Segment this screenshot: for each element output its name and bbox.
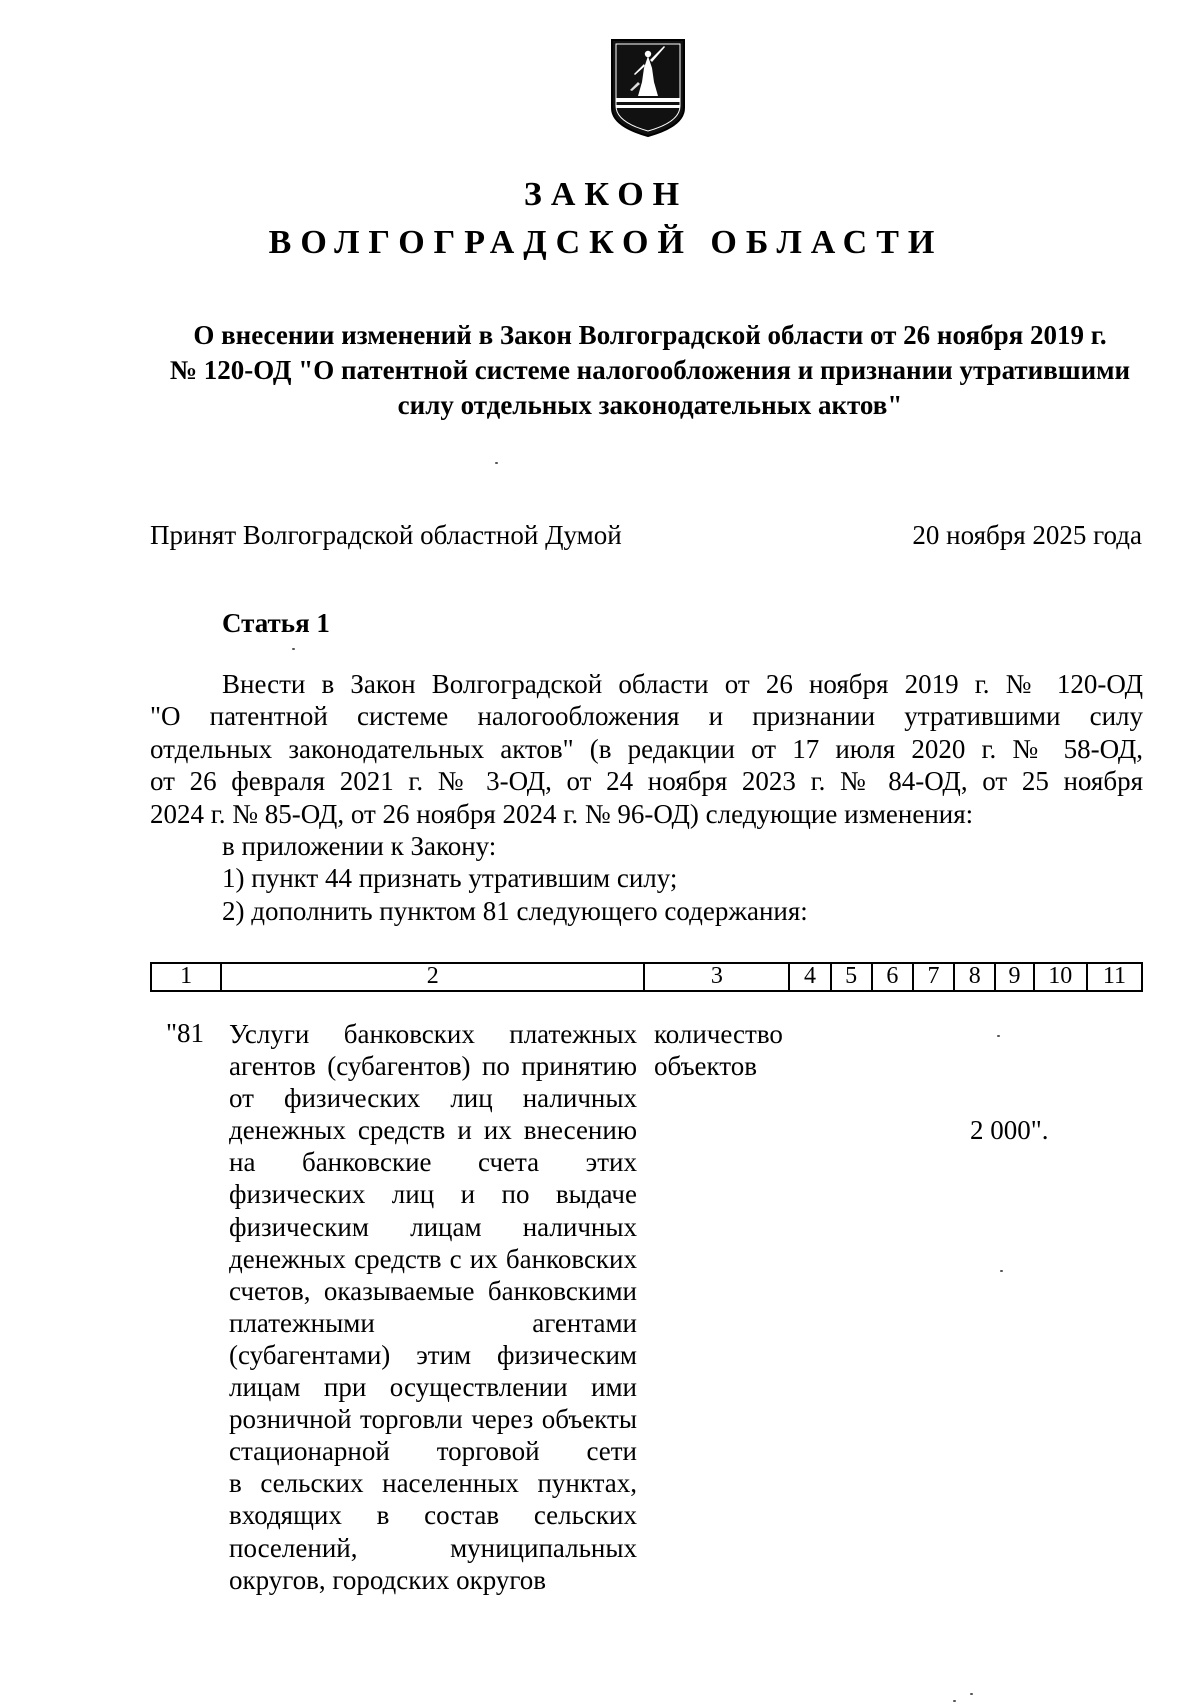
subject-line: № 120-ОД "О патентной системе налогообложения и признании утратившими (169, 355, 1131, 385)
adopted-by: Принят Волгоградской областной Думой (150, 520, 622, 550)
body-line: от 26 февраля 2021 г. № 3-ОД, от 24 ноября 2023 г. № 84-ОД, от 25 ноября (150, 766, 1143, 797)
body-item: 1) пункт 44 признать утратившим силу; (222, 863, 678, 894)
column-header: 6 (872, 963, 913, 992)
coat-of-arms-emblem (608, 38, 688, 138)
scan-speck (292, 648, 295, 650)
description-line: округов, городских округов (229, 1564, 546, 1595)
description-line: платежными агентами (229, 1307, 637, 1338)
description-line: от физических лиц наличных (229, 1083, 637, 1114)
law-subject (150, 318, 1150, 423)
unit-line: количество (654, 1019, 783, 1049)
description-line: счетов, оказываемые банковскими (229, 1275, 637, 1306)
body-line: Внести в Закон Волгоградской области от 26 ноября 2019 г. № 120-ОД (222, 669, 1143, 699)
column-header: 8 (954, 963, 995, 992)
description-line: физическим лицам наличных (229, 1211, 637, 1242)
row-description (229, 1018, 637, 1596)
column-header-row (151, 963, 1142, 992)
body-item: в приложении к Закону: (222, 831, 497, 862)
adoption-date: 20 ноября 2025 года (912, 520, 1142, 550)
body-line: отдельных законодательных актов" (в редакции от 17 июля 2020 г. № 58-ОД, (150, 733, 1143, 764)
column-header: 3 (644, 963, 789, 992)
description-line: поселений, муниципальных (229, 1532, 637, 1563)
article-heading: Статья 1 (222, 608, 330, 638)
description-line: на банковские счета этих (229, 1147, 637, 1178)
column-header: 9 (995, 963, 1033, 992)
description-line: Услуги банковских платежных (229, 1019, 637, 1049)
body-line: 2024 г. № 85-ОД, от 26 ноября 2024 г. № 96-ОД) следующие изменения: (150, 798, 974, 829)
description-line: лицам при осуществлении ими (229, 1372, 637, 1403)
scan-speck (953, 1700, 956, 1702)
description-line: входящих в состав сельских (229, 1500, 637, 1531)
subject-line: О внесении изменений в Закон Волгоградской области от 26 ноября 2019 г. (193, 320, 1107, 350)
column-header: 5 (831, 963, 872, 992)
column-header: 11 (1087, 963, 1142, 992)
row-number: "81 (166, 1018, 205, 1048)
description-line: агентов (субагентов) по принятию (229, 1051, 637, 1082)
description-line: розничной торговли через объекты (229, 1404, 637, 1435)
description-line: в сельских населенных пунктах, (229, 1468, 637, 1499)
description-line: физических лиц и по выдаче (229, 1179, 637, 1210)
scan-speck (970, 1693, 973, 1695)
row-amount: 2 000". (970, 1115, 1049, 1145)
column-header: 10 (1034, 963, 1087, 992)
description-line: денежных средств и их внесению (229, 1115, 637, 1146)
body-item: 2) дополнить пунктом 81 следующего содержания: (222, 895, 808, 926)
body-line: "О патентной системе налогообложения и признании утратившими силу (150, 701, 1143, 732)
scan-speck (495, 462, 498, 464)
scan-speck (1000, 1270, 1003, 1272)
column-header-table (150, 963, 1143, 992)
region-title: ВОЛГОГРАДСКОЙ ОБЛАСТИ (268, 224, 944, 261)
article-body (150, 668, 1143, 927)
description-line: (субагентами) этим физическим (229, 1339, 637, 1370)
column-header: 4 (789, 963, 830, 992)
description-line: стационарной торговой сети (229, 1436, 637, 1467)
row-unit (654, 1018, 783, 1082)
description-line: денежных средств с их банковских (229, 1243, 637, 1274)
subject-line: силу отдельных законодательных актов" (397, 390, 903, 420)
unit-line: объектов (654, 1051, 757, 1082)
table-bottom-rule (150, 990, 1143, 992)
column-header: 2 (221, 963, 644, 992)
scan-speck (997, 1035, 1000, 1037)
law-title: ЗАКОН (523, 176, 689, 213)
column-header: 1 (151, 963, 221, 992)
column-header: 7 (913, 963, 954, 992)
